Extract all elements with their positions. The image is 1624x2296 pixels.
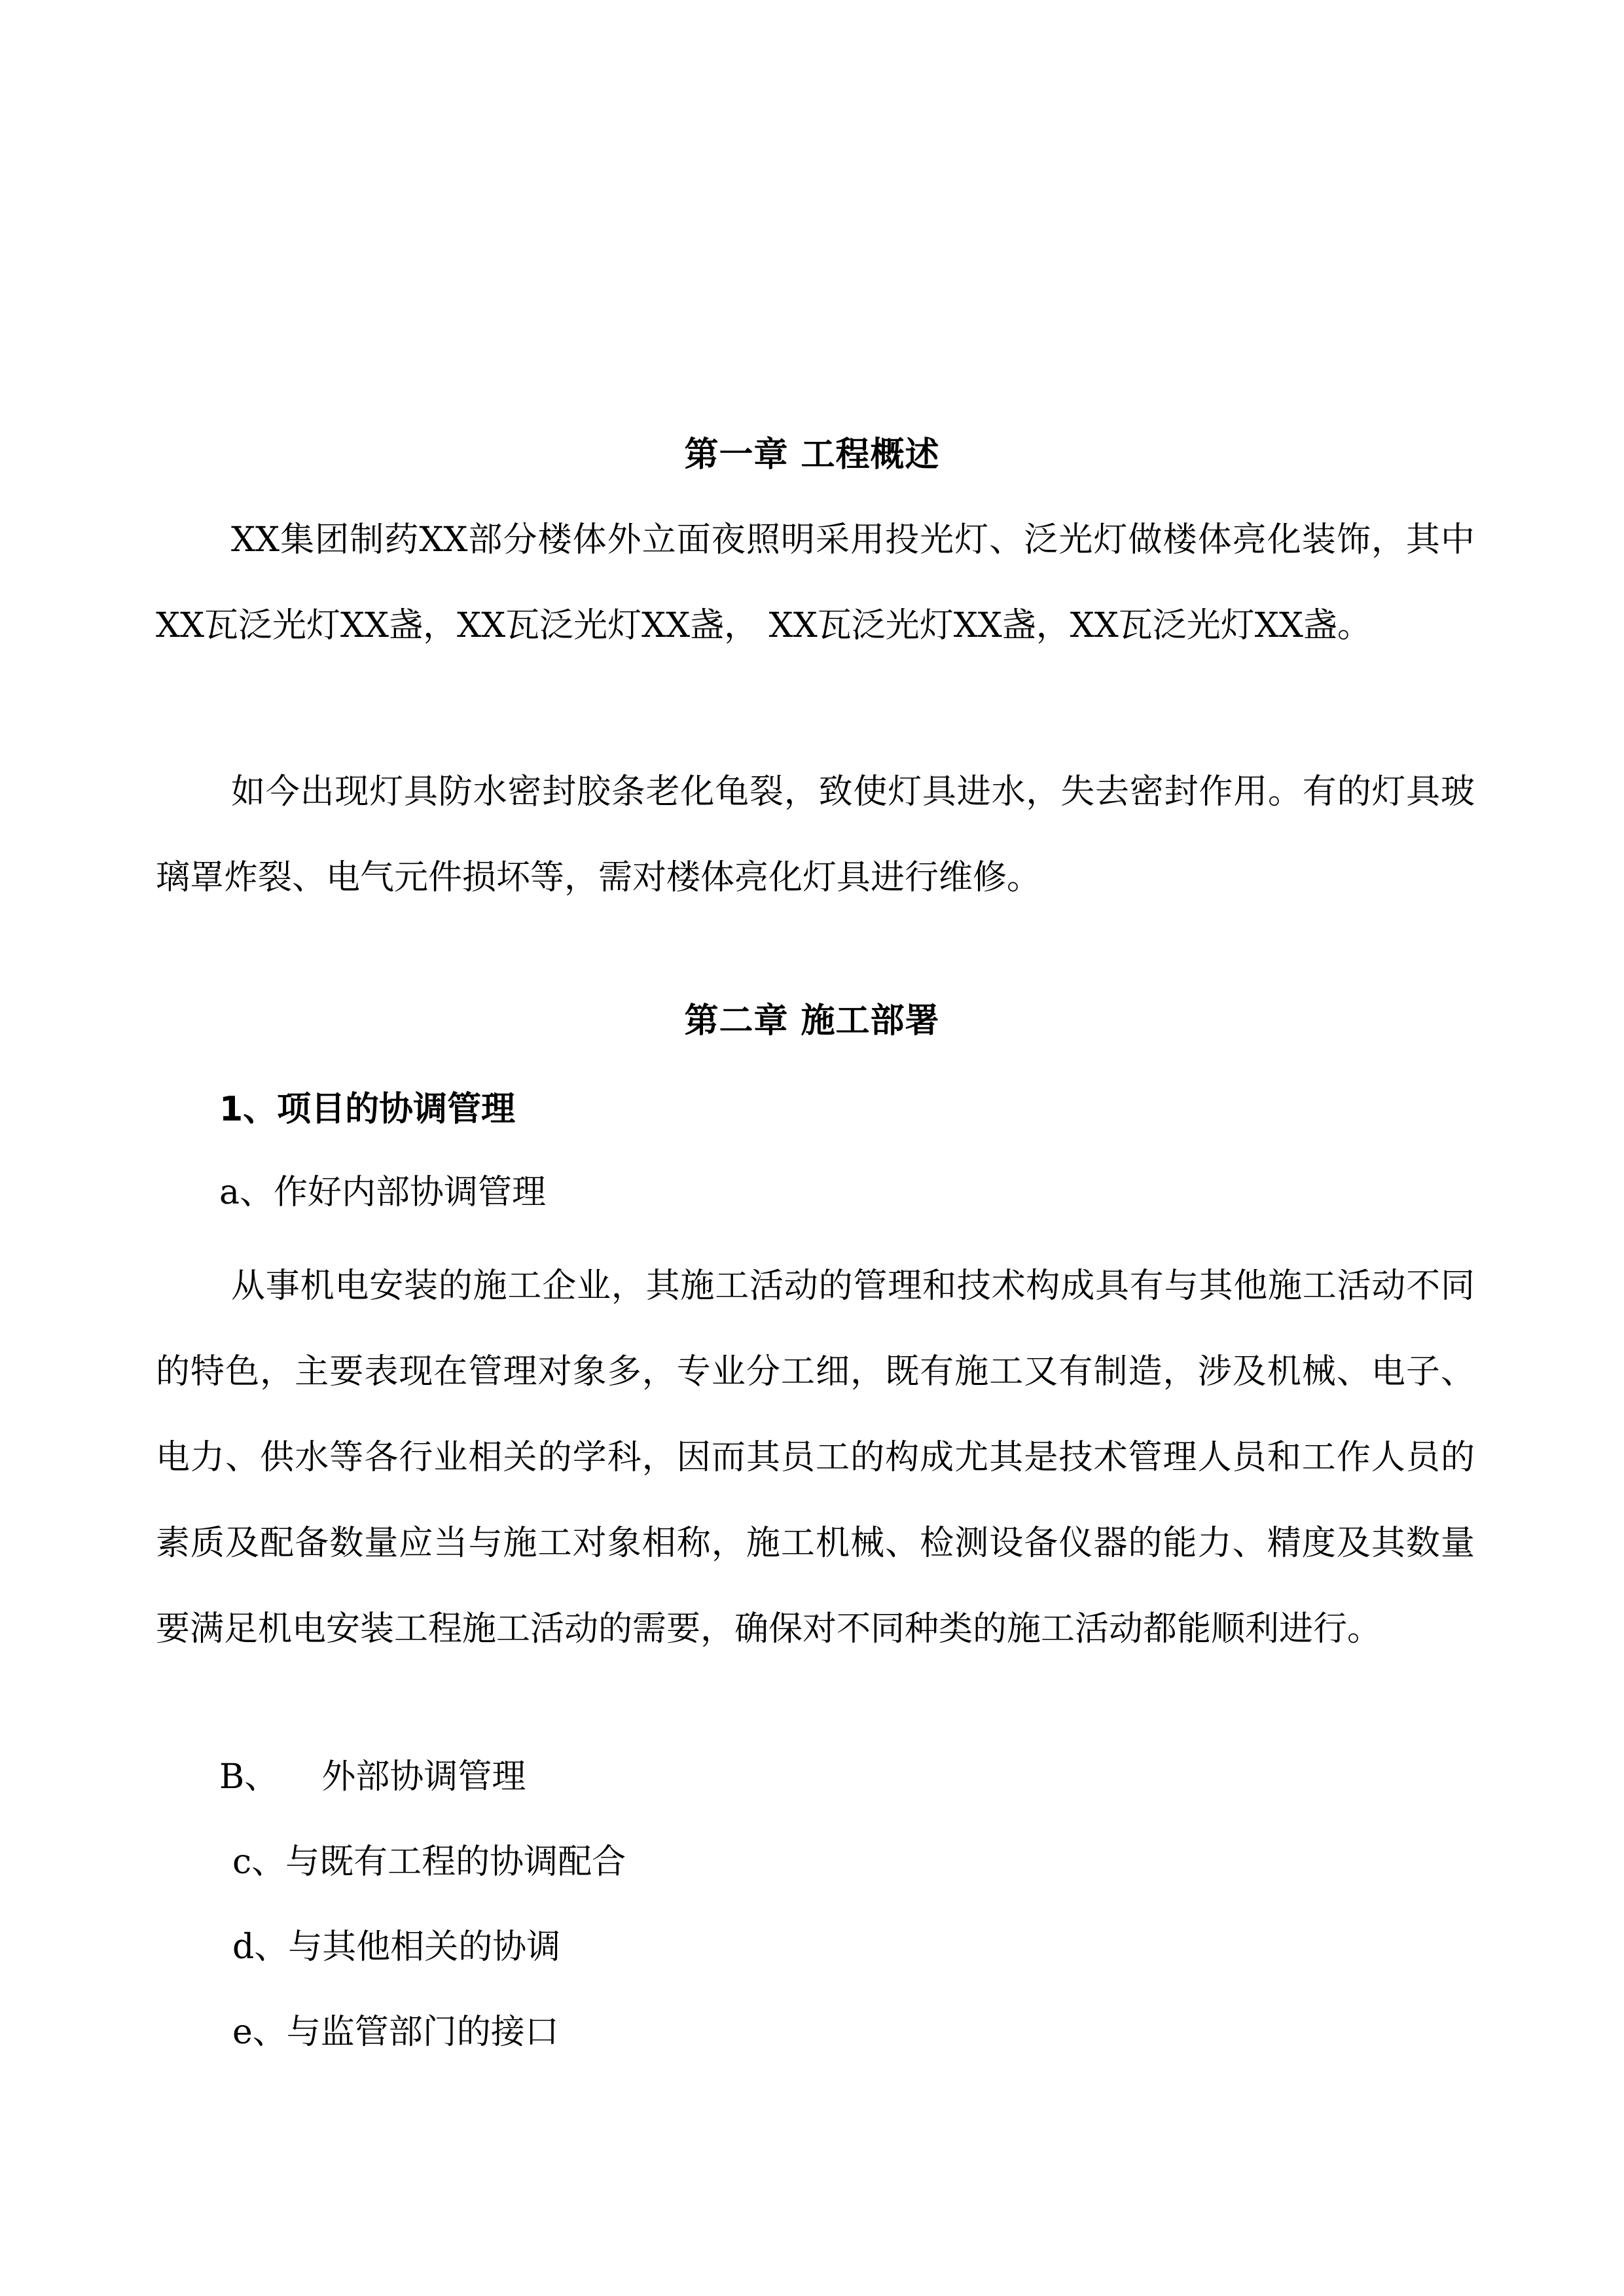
list-item-d: d、与其他相关的协调 — [232, 1928, 561, 1967]
list-item-c: c、与既有工程的协调配合 — [232, 1842, 626, 1882]
list-item-b: B、 外部协调管理 — [219, 1757, 526, 1797]
chapter-2-paragraph: 从事机电安装的施工企业，其施工活动的管理和技术构成具有与其他施工活动不同的特色，主要表现在管理对象多，专业分工细，既有施工又有制造，涉及机械、电子、电力、供水等各行业相关的学科，因而其员工的构成尤其是技术管理人员和工作人员的素质及配备数量应当与施工对象相称，施工机械、检测设备仪器的能力、精度及其数量要满足机电安装工程施工活动的需要，确保对不同种类的施工活动都能顺利进行。 — [156, 1266, 1475, 1649]
section-1-title: 1、项目的协调管理 — [219, 1090, 516, 1129]
chapter-1-paragraph-1: XX集团制药XX部分楼体外立面夜照明采用投光灯、泛光灯做楼体亮化装饰，其中XX瓦泛光灯XX盏，XX瓦泛光灯XX盏， XX瓦泛光灯XX盏，XX瓦泛光灯XX盏。 — [156, 520, 1475, 645]
chapter-2-title: 第二章 施工部署 — [684, 1001, 940, 1041]
list-item-a: a、作好内部协调管理 — [219, 1173, 547, 1212]
chapter-1-title: 第一章 工程概述 — [684, 435, 940, 475]
chapter-1-paragraph-2: 如今出现灯具防水密封胶条老化龟裂，致使灯具进水，失去密封作用。有的灯具玻璃罩炸裂、电气元件损坏等，需对楼体亮化灯具进行维修。 — [156, 772, 1475, 897]
list-item-e: e、与监管部门的接口 — [232, 2013, 559, 2052]
